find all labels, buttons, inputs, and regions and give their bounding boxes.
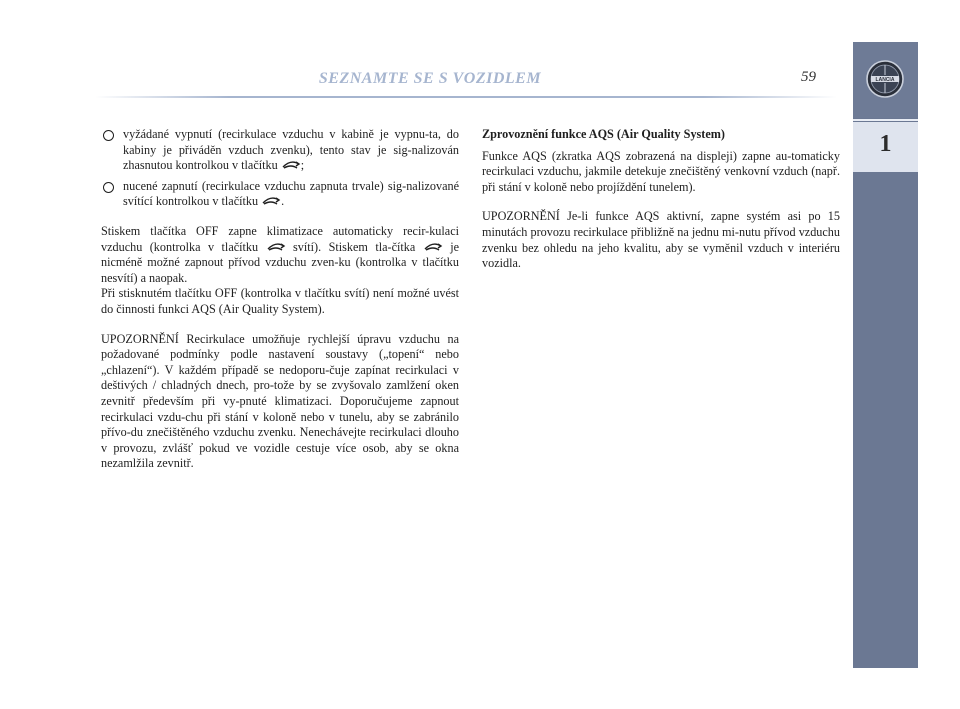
sidebar-separator — [853, 119, 918, 121]
circle-bullet-icon — [103, 130, 114, 141]
para-text: je nicméně možné zapnout přívod vzduchu zven-ku (kontrolka v tlačítku nesvítí) a naopak. — [101, 239, 460, 285]
sidebar-logo-area — [853, 42, 918, 118]
recirculation-icon — [281, 160, 301, 170]
section-heading: Zprovoznění funkce AQS (Air Quality System) — [482, 127, 725, 141]
paragraph-off-button — [101, 224, 459, 318]
running-header-title: SEZNAMTE SE S VOZIDLEM — [318, 70, 542, 87]
warning-paragraph: UPOZORNĚNÍ Je-li funkce AQS aktivní, zapne systém asi po 15 minutách provozu recirkulace přibližně na jednu mi-nutu přívod vzduchu zvenku bez ohledu na jeho kvalitu, aby se vyměnil vzduch v interiéru vozidla. — [482, 209, 840, 271]
lancia-logo — [865, 59, 905, 99]
para-text: Stiskem tlačítka OFF zapne klimatizace automaticky recir-kulaci vzduchu (kontrolka v tlačítku — [101, 223, 459, 254]
chapter-sidebar — [853, 42, 918, 668]
aqs-paragraph: Funkce AQS (zkratka AQS zobrazená na displeji) zapne au-tomaticky recirkulaci vzduchu, jakmile detekuje znečištěný venkovní vzduch (např. při stání v koloně nebo projíždění tunelem). — [482, 148, 840, 194]
left-column — [101, 127, 459, 486]
list-item — [101, 179, 459, 210]
bullet-text: nucené zapnutí (recirkulace vzduchu zapnuta trvale) sig-nalizované svítící kontrolkou v tlačítku — [123, 178, 459, 209]
chapter-number: 1 — [879, 131, 892, 157]
logo-lettering: LANCIA — [875, 77, 895, 83]
recirculation-icon — [261, 196, 281, 206]
para-text: Při stisknutém tlačítku OFF (kontrolka v tlačítku svítí) není možné uvést do činnosti funkci AQS (Air Quality System). — [101, 286, 459, 316]
bullet-end: ; — [300, 158, 305, 173]
circle-bullet-icon — [103, 182, 114, 193]
list-item — [101, 127, 459, 174]
page-number: 59 — [801, 69, 816, 85]
bullet-text: vyžádané vypnutí (recirkulace vzduchu v kabině je vypnu-ta, do kabiny je přiváděn vzduch zvenku), tento stav je sig-nalizován zhasnutou kontrolkou v tlačítku — [123, 127, 459, 173]
header-rule — [95, 96, 837, 98]
para-text: svítí). Stiskem tla-čítka — [293, 239, 416, 254]
warning-paragraph: UPOZORNĚNÍ Recirkulace umožňuje rychlejší úpravu vzduchu na požadované podmínky podle nastavení soustavy („topení“ nebo „chlazení“). V každém případě se nedoporu-čuje zapínat recirkulaci v deštivých / chladných dnech, pro-tože by se zvyšovalo zamlžení oken zevnitř především při vy-pnuté klimatizaci. Doporučujeme zapnout recirkulaci vzdu-chu při stání v koloně nebo v tunelu, aby se zabránilo přívo-du znečištěného vzduchu zvenku. Nenechávejte recirkulaci dlouho v provozu, zvlášť pokud ve vozidle cestuje více osob, aby se okna nezamlžila zevnitř. — [101, 331, 459, 471]
right-column — [482, 127, 840, 286]
bullet-end: . — [281, 194, 285, 209]
recirculation-icon — [266, 242, 286, 252]
chapter-tab — [853, 122, 918, 172]
recirculation-icon — [423, 242, 443, 252]
